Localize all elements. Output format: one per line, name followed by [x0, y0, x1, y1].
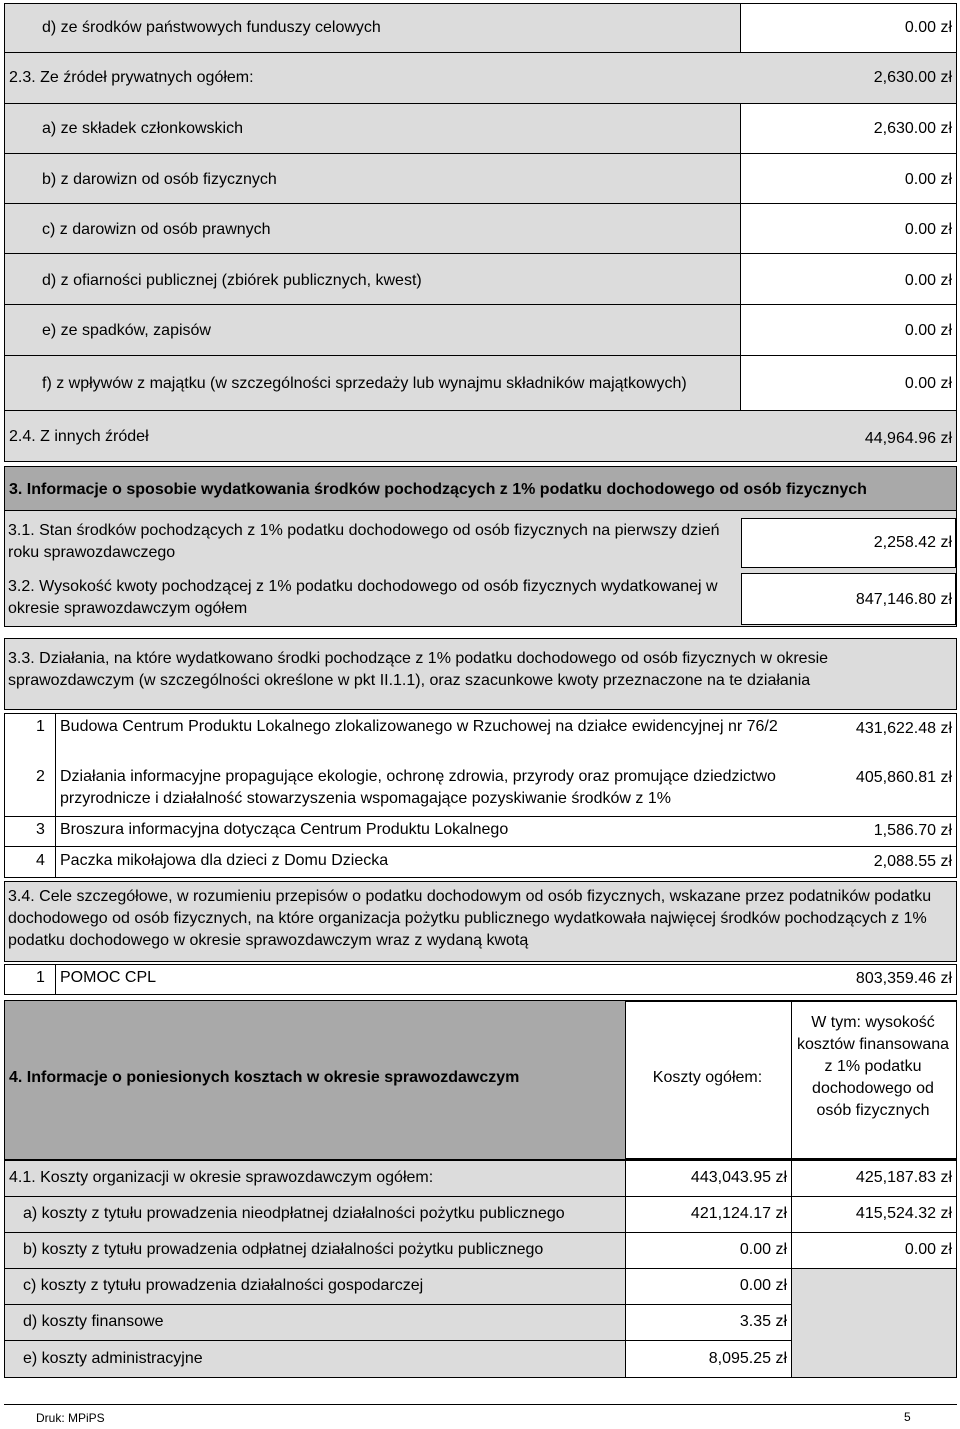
- row-value: 0.00 zł: [904, 375, 952, 392]
- activity-number: 1: [36, 718, 45, 735]
- row-label: a) ze składek członkowskich: [42, 120, 243, 137]
- cost-label: d) koszty finansowe: [23, 1313, 164, 1330]
- row-label: d) z ofiarności publicznej (zbiórek publicznych, kwest): [42, 272, 422, 289]
- cost-total: 0.00 zł: [739, 1277, 787, 1294]
- col-1pct-header: W tym: wysokość kosztów finansowana z 1% podatku dochodowego od osób fizycznych: [796, 1014, 950, 1119]
- activity-value: 1,586.70 zł: [873, 822, 952, 839]
- cost-label: c) koszty z tytułu prowadzenia działalności gospodarczej: [23, 1277, 424, 1294]
- goal-text: POMOC CPL: [60, 969, 157, 986]
- row-value: 0.00 zł: [904, 272, 952, 289]
- s32-value: 847,146.80 zł: [855, 591, 952, 608]
- activity-text: Paczka mikołajowa dla dzieci z Domu Dziecka: [60, 852, 389, 869]
- cost-total: 3.35 zł: [739, 1313, 787, 1330]
- cost-1pct: 415,524.32 zł: [855, 1205, 952, 1222]
- cost-label: a) koszty z tytułu prowadzenia nieodpłatnej działalności pożytku publicznego: [23, 1205, 565, 1222]
- s32-label: 3.2. Wysokość kwoty pochodzącej z 1% podatku dochodowego od osób fizycznych wydatkowanej w okresie sprawozdawczym ogółem: [8, 578, 718, 617]
- row-label: 2.3. Ze źródeł prywatnych ogółem:: [9, 69, 254, 86]
- cost-total: 443,043.95 zł: [690, 1169, 787, 1186]
- section-4-title: 4. Informacje o poniesionych kosztach w okresie sprawozdawczym: [9, 1069, 520, 1086]
- s31-label: 3.1. Stan środków pochodzących z 1% podatku dochodowego od osób fizycznych na pierwszy dzień roku sprawozdawczego: [8, 522, 720, 561]
- row-value: 2,630.00 zł: [873, 69, 952, 86]
- row-label: d) ze środków państwowych funduszy celowych: [42, 19, 381, 36]
- goal-value: 803,359.46 zł: [855, 970, 952, 987]
- cost-label: b) koszty z tytułu prowadzenia odpłatnej działalności pożytku publicznego: [23, 1241, 544, 1258]
- activity-value: 431,622.48 zł: [855, 720, 952, 737]
- row-label: e) ze spadków, zapisów: [42, 322, 211, 339]
- row-value: 2,630.00 zł: [873, 120, 952, 137]
- row-value: 0.00 zł: [904, 171, 952, 188]
- footer-rule: [4, 1404, 957, 1405]
- s31-value: 2,258.42 zł: [873, 534, 952, 551]
- cost-1pct: 0.00 zł: [904, 1241, 952, 1258]
- activity-text: Budowa Centrum Produktu Lokalnego zlokalizowanego w Rzuchowej na działce ewidencyjnej nr 76/2: [60, 718, 778, 735]
- s33-label: 3.3. Działania, na które wydatkowano środki pochodzące z 1% podatku dochodowego od osób fizycznych w okresie sprawozdawczym (w szczególności określone w pkt II.1.1), oraz szacunkowe kwoty przeznaczone na te działania: [8, 650, 829, 689]
- footer-print: Druk: MPiPS: [36, 1411, 105, 1425]
- row-label: b) z darowizn od osób fizycznych: [42, 171, 277, 188]
- cost-total: 8,095.25 zł: [708, 1350, 787, 1367]
- row-label: c) z darowizn od osób prawnych: [42, 221, 271, 238]
- activity-number: 3: [36, 821, 45, 838]
- cost-1pct: 425,187.83 zł: [855, 1169, 952, 1186]
- activity-number: 4: [36, 852, 45, 869]
- goal-number: 1: [36, 969, 45, 986]
- activity-text: Działania informacyjne propagujące ekologie, ochronę zdrowia, przyrody oraz promujące dziedzictwo przyrodnicze i działalność stowarzyszenia wspomagające pozyskiwanie środków z 1%: [60, 768, 776, 807]
- row-value: 0.00 zł: [904, 322, 952, 339]
- row-value: 0.00 zł: [904, 221, 952, 238]
- activity-number: 2: [36, 768, 45, 785]
- row-value: 44,964.96 zł: [864, 430, 952, 447]
- row-label: 2.4. Z innych źródeł: [9, 428, 149, 445]
- activity-value: 405,860.81 zł: [855, 769, 952, 786]
- cost-total: 421,124.17 zł: [690, 1205, 787, 1222]
- s34-label: 3.4. Cele szczegółowe, w rozumieniu przepisów o podatku dochodowym od osób fizycznych, wskazane przez podatników podatku dochodowego od osób fizycznych, na które organizacja pożytku publicznego wydatkowała najwięcej środków pochodzących z 1% podatku dochodowego w okresie sprawozdawczym wraz z wydaną kwotą: [8, 888, 932, 949]
- page-number: 5: [904, 1410, 911, 1424]
- activity-text: Broszura informacyjna dotycząca Centrum Produktu Lokalnego: [60, 821, 509, 838]
- row-label: f) z wpływów z majątku (w szczególności sprzedaży lub wynajmu składników majątkowych): [42, 375, 687, 392]
- row-value: 0.00 zł: [904, 19, 952, 36]
- col-total-header: Koszty ogółem:: [652, 1069, 763, 1086]
- cost-total: 0.00 zł: [739, 1241, 787, 1258]
- cost-label: e) koszty administracyjne: [23, 1350, 203, 1367]
- activity-value: 2,088.55 zł: [873, 853, 952, 870]
- cost-label: 4.1. Koszty organizacji w okresie sprawozdawczym ogółem:: [9, 1169, 434, 1186]
- section-3-title: 3. Informacje o sposobie wydatkowania środków pochodzących z 1% podatku dochodowego od osób fizycznych: [9, 481, 867, 498]
